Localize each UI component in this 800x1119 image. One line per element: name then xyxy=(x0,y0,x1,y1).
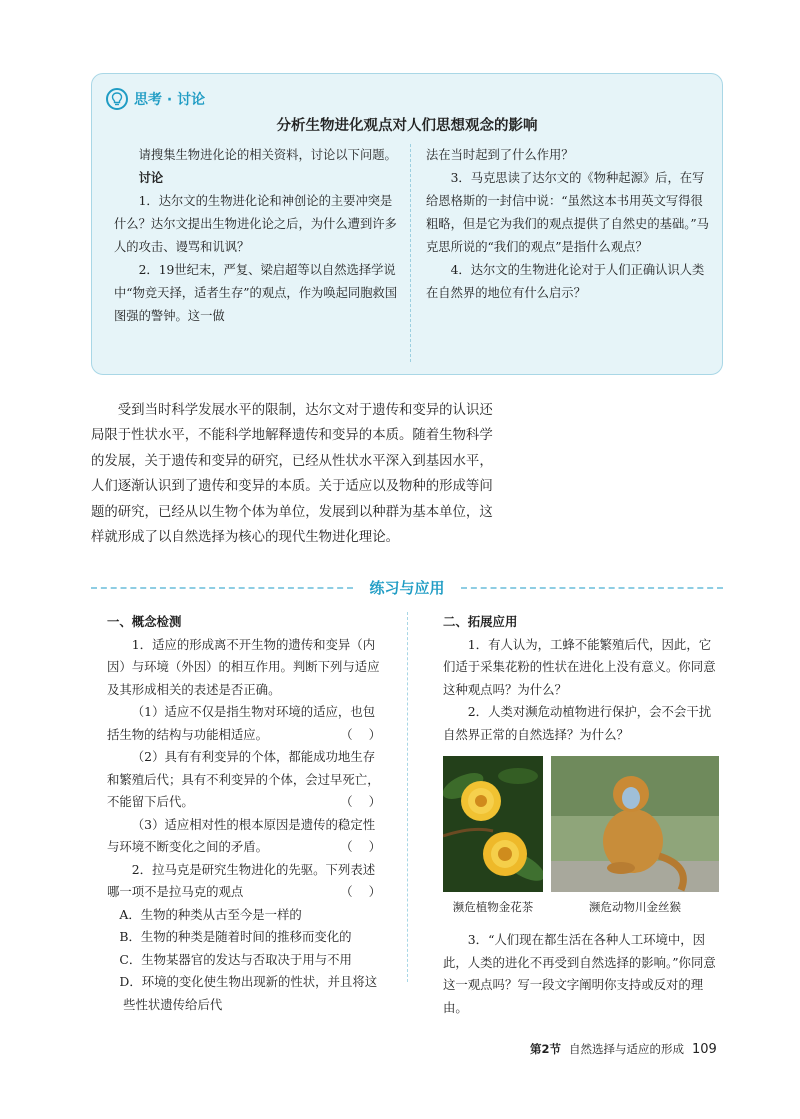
option-c: C．生物某器官的发达与否取决于用与不用 xyxy=(119,951,352,967)
think-column-divider xyxy=(410,144,411,362)
judgement-item-3 xyxy=(107,814,387,859)
practice-column-divider xyxy=(407,612,408,982)
judgement-item-2-text: （2）具有有利变异的个体，都能成功地生存和繁殖后代；具有不利变异的个体，会过早死亡，不能留下后代。 xyxy=(107,749,380,809)
think-question-2-continued: 法在当时起到了什么作用？ xyxy=(426,148,574,162)
lightbulb-icon xyxy=(106,88,128,110)
think-title: 分析生物进化观点对人们思想观念的影响 xyxy=(276,118,538,134)
footer-section: 第2节 xyxy=(530,1042,562,1056)
think-question-2: 2．19世纪末，严复、梁启超等以自然选择学说中“物竞天择，适者生存”的观点，作为唤起同胞救国图强的警钟。这一做 xyxy=(114,263,398,323)
think-discuss-box xyxy=(91,73,723,375)
option-d: D．环境的变化使生物出现新的性状，并且将这些性状遗传给后代 xyxy=(119,974,378,1012)
concept-question-1: 1．适应的形成离不开生物的遗传和变异（内因）与环境（外因）的相互作用。判断下列与适应及其形成相关的表述是否正确。 xyxy=(107,636,380,697)
judgement-item-1 xyxy=(107,701,387,746)
think-left-column xyxy=(114,144,404,328)
judgement-item-3-text: （3）适应相对性的根本原因是遗传的稳定性与环境不断变化之间的矛盾。 xyxy=(107,816,376,854)
section-heading-extension: 二、拓展应用 xyxy=(443,614,518,629)
page-footer xyxy=(530,1041,717,1057)
judgement-item-1-text: （1）适应不仅是指生物对环境的适应，也包括生物的结构与功能相适应。 xyxy=(107,704,376,742)
think-question-3: 3．马克思读了达尔文的《物种起源》后，在写给恩格斯的一封信中说：“虽然这本书用英文写得很粗略，但是它为我们的观点提供了自然史的基础。”马克思所说的“我们的观点”是指什么观点？ xyxy=(426,171,709,254)
answer-blank[interactable]: （ ） xyxy=(340,884,387,899)
extension-question-3: 3．“人们现在都生活在各种人工环境中，因此，人类的进化不再受到自然选择的影响。”你同意这一观点吗？写一段文字阐明你支持或反对的理由。 xyxy=(443,932,716,1015)
golden-monkey-photo xyxy=(551,756,719,892)
footer-title: 自然选择与适应的形成 xyxy=(569,1042,685,1056)
think-question-4: 4．达尔文的生物进化论对于人们正确认识人类在自然界的地位有什么启示？ xyxy=(426,263,705,300)
practice-header xyxy=(91,577,723,599)
section-heading-concept: 一、概念检测 xyxy=(107,614,182,629)
concept-question-2 xyxy=(107,859,387,904)
caption-golden-camellia: 濒危植物金花茶 xyxy=(452,900,534,914)
think-label: 思考 · 讨论 xyxy=(134,92,206,108)
page-number: 109 xyxy=(692,1042,717,1057)
option-a: A．生物的种类从古至今是一样的 xyxy=(119,906,302,922)
golden-camellia-photo xyxy=(443,756,543,892)
option-b: B．生物的种类是随着时间的推移而变化的 xyxy=(119,929,352,944)
concept-question-2-text: 2．拉马克是研究生物进化的先驱。下列表述哪一项不是拉马克的观点 xyxy=(107,861,376,899)
extension-question-2: 2．人类对濒危动植物进行保护，会不会干扰自然界正常的自然选择？为什么？ xyxy=(443,704,712,742)
practice-title: 练习与应用 xyxy=(369,579,445,597)
think-header xyxy=(106,88,205,110)
answer-blank[interactable]: （ ） xyxy=(340,726,387,742)
think-right-column xyxy=(426,144,710,305)
extension-question-1: 1．有人认为，工蜂不能繁殖后代，因此，它们适于采集花粉的性状在进化上没有意义。你同意这种观点吗？为什么？ xyxy=(443,636,716,697)
extension-column xyxy=(443,611,723,746)
discussion-heading: 讨论 xyxy=(138,171,164,185)
judgement-item-2 xyxy=(107,746,387,814)
main-paragraph: 受到当时科学发展水平的限制，达尔文对于遗传和变异的认识还局限于性状水平，不能科学地解释遗传和变异的本质。随着生物科学的发展，关于遗传和变异的研究，已经从性状水平深入到基因水平，人们逐渐认识到了遗传和变异的本质。关于适应以及物种的形成等问题的研究，已经从以生物个体为单位，发展到以种群为基本单位，这样就形成了以自然选择为核心的现代生物进化理论。 xyxy=(91,403,493,546)
answer-blank[interactable]: （ ） xyxy=(340,794,387,809)
think-question-1: 1．达尔文的生物进化论和神创论的主要冲突是什么？达尔文提出生物进化论之后，为什么遭到许多人的攻击、谩骂和讥讽？ xyxy=(114,194,397,254)
concept-check-column xyxy=(107,611,387,1016)
extension-column-lower xyxy=(443,929,723,1019)
answer-blank[interactable]: （ ） xyxy=(340,839,387,854)
caption-golden-monkey: 濒危动物川金丝猴 xyxy=(589,900,681,914)
header-dash-right xyxy=(461,587,723,589)
think-intro: 请搜集生物进化论的相关资料，讨论以下问题。 xyxy=(138,148,397,162)
